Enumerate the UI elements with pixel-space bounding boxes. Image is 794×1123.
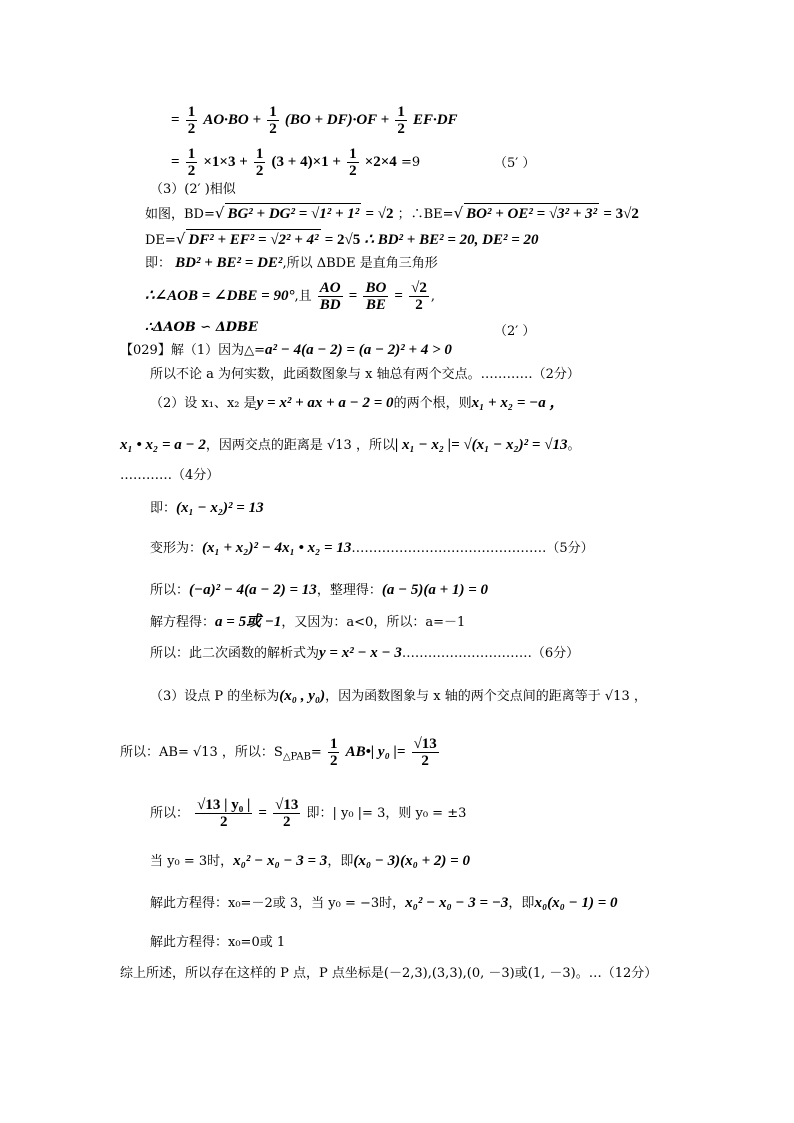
- ab-label: 所以：AB= √13 ，所以：S: [120, 745, 283, 760]
- part3b-line: [150, 686, 647, 707]
- ji2-formula: (x₁ − x₂)² = 13: [176, 500, 264, 516]
- q029-conclusion: 所以不论 a 为何实数，此函数图象与 x 轴总有两个交点。…………（2分）: [150, 367, 580, 382]
- bianxing-dots: ………………………………………（5分）: [351, 541, 594, 556]
- bd-be-line: 如图，BD=√ BG² + DG² = √1² + 1² = √2 ；∴BE=√ BO² + OE² = √3² + 3² = 3√2: [145, 204, 639, 222]
- bd-result: = √2: [365, 206, 394, 222]
- discriminant-formula: a² − 4(a − 2) = (a − 2)² + 4 > 0: [264, 342, 452, 358]
- p3b-head: （3）设点 P 的坐标为: [150, 689, 280, 704]
- fraction-bo-be: $\frac{BO}{BE}$: [365, 280, 387, 313]
- ji-tail: ,所以 ΔBDE 是直角三角形: [282, 256, 438, 271]
- result: =9: [400, 155, 421, 170]
- p2b-mid: ，因两交点的距离是 √13 ，所以: [205, 438, 395, 453]
- suoyi-mid: ，整理得：: [316, 583, 382, 598]
- dang-line: [150, 851, 470, 872]
- area-pab-line: [120, 736, 441, 769]
- part2-line: [150, 393, 564, 414]
- de-radicand: DF² + EF² = √2² + 4²: [186, 229, 320, 250]
- term: EF·DF: [412, 112, 458, 128]
- pythagoras-formula: BD² + BE² = DE²: [175, 255, 283, 271]
- area-equation-2: [171, 146, 420, 179]
- dang-mid: ，即: [327, 854, 354, 869]
- jieci2-formula: x₀=0或 1: [228, 935, 286, 950]
- area-equation-1: [171, 104, 458, 137]
- fraction-sqrt13-2: $\frac{√13}{2}$: [413, 736, 437, 769]
- suoyi3-tail: 即：| y₀ |= 3，则 y₀ = ±3: [306, 806, 467, 821]
- final-conclusion: 综上所述，所以存在这样的 P 点，P 点坐标是(－2,3),(3,3),(0, －3)或(1, －3)。…（12分）: [120, 966, 658, 981]
- fraction-half: $\frac{1}{2}$: [187, 146, 196, 179]
- suoyi-line: [150, 580, 488, 601]
- fraction-half: $\frac{1}{2}$: [187, 104, 196, 137]
- de-result: = 2√5: [324, 232, 361, 248]
- term: (BO + DF)·OF +: [284, 112, 390, 128]
- similar-line: ∴ΔAOB ∽ ΔDBE: [145, 320, 258, 335]
- jieci-formula2: x₀² − x₀ − 3 = −3: [405, 895, 509, 911]
- suoyi-label: 所以：: [150, 583, 190, 598]
- angle-line: ∴∠AOB = ∠DBE = 90°,且 $\frac{AO}{BD}$ = $\frac{BO}{BE}$ = $\frac{√2}{2}$ ,: [145, 280, 435, 313]
- jieci-label: 解此方程得：: [150, 896, 229, 911]
- angle-mid: ,且: [294, 289, 312, 304]
- dang-formula2: (x₀ − 3)(x₀ + 2) = 0: [353, 853, 470, 869]
- be-radicand: BO² + OE² = √3² + 3²: [464, 203, 599, 224]
- dots-4: …………（4分）: [120, 468, 220, 483]
- part3-label: （3）(2′ )相似: [150, 182, 236, 197]
- jieci2-label: 解此方程得：: [150, 935, 229, 950]
- term: ×2×4: [364, 154, 397, 170]
- jiexi-formula: y = x² − x − 3: [319, 645, 402, 661]
- jieci-formula3: x₀(x₀ − 1) = 0: [534, 895, 618, 911]
- bianxing-formula: (x₁ + x₂)² − 4x₁ • x₂ = 13: [202, 540, 352, 556]
- fraction-half: $\frac{1}{2}$: [255, 146, 264, 179]
- jie-label: 解方程得：: [150, 615, 216, 630]
- product-formula: x₁ • x₂ = a − 2: [120, 437, 206, 453]
- ab-sub: △PAB: [282, 751, 311, 763]
- ab-eq: =: [310, 745, 322, 760]
- jieci2-line: [150, 933, 285, 953]
- angle-formula: ∴∠AOB = ∠DBE = 90°: [145, 288, 295, 304]
- term: ×1×3 +: [203, 154, 248, 170]
- term: (3 + 4)×1 +: [271, 154, 341, 170]
- jiexi-label: 所以：此二次函数的解析式为: [150, 646, 320, 661]
- dang-label: 当 y₀ = 3时，: [150, 854, 234, 869]
- p2-mid: 的两个根，则: [393, 396, 472, 411]
- jieci-line: [150, 893, 618, 914]
- ji2-label: 即：: [150, 501, 177, 516]
- equals-sign: =: [171, 112, 180, 128]
- jiexi-dots: …………………………（6分）: [401, 646, 580, 661]
- jie-formula: a = 5或 −1: [215, 614, 282, 630]
- equals-sign: =: [171, 154, 180, 170]
- p2-head: （2）设 x₁、x₂ 是: [150, 396, 257, 411]
- suoyi-formula2: (a − 5)(a + 1) = 0: [381, 582, 488, 598]
- quadratic-formula: y = x² + ax + a − 2 = 0: [256, 395, 394, 411]
- jie-tail: ，又因为：a<0，所以：a=－1: [281, 615, 466, 630]
- suoyi3-line: 所以： $\frac{\text{√13 | y₀ |}}{2}$ = $\frac{√13}{2}$ 即：| y₀ |= 3，则 y₀ = ±3: [150, 797, 467, 830]
- de-tail: ∴ BD² + BE² = 20, DE² = 20: [364, 232, 539, 248]
- term: AO·BO +: [203, 112, 262, 128]
- de-label: DE=: [145, 233, 176, 248]
- fraction-half: $\frac{1}{2}$: [397, 104, 405, 137]
- jieci-formula: x₀=－2或 3，当 y₀ = −3时，: [228, 896, 406, 911]
- fraction-half: $\frac{1}{2}$: [349, 146, 357, 179]
- p2b-end: 。: [567, 438, 581, 453]
- fraction-sqrt2-2: $\frac{√2}{2}$: [411, 280, 427, 313]
- jieci-mid: ，即: [508, 896, 535, 911]
- ji-label: 即：: [145, 256, 172, 271]
- jie-line: [150, 612, 465, 633]
- score-5: （5′ ）: [494, 156, 536, 171]
- fraction-half: $\frac{1}{2}$: [329, 736, 338, 769]
- be-label: ；∴BE=: [397, 207, 454, 222]
- distance-formula: | x₁ − x₂ |= √(x₁ − x₂)² = √13: [394, 437, 568, 453]
- jiexi-line: [150, 643, 579, 664]
- rufig-label: 如图，BD=: [145, 207, 215, 222]
- p3b-tail: ，因为函数图象与 x 轴的两个交点间的距离等于 √13 ，: [325, 689, 647, 704]
- score-2: （2′ ）: [494, 324, 536, 339]
- bd-radicand: BG² + DG² = √1² + 1²: [225, 203, 361, 224]
- q029-head: 【029】解（1）因为△=: [120, 343, 265, 358]
- dang-formula: x₀² − x₀ − 3 = 3: [233, 853, 328, 869]
- ab-formula: AB•| y₀ |=: [345, 744, 406, 760]
- fraction-right: $\frac{√13}{2}$: [275, 797, 299, 830]
- q029-line: [120, 340, 452, 361]
- ji2-line: [150, 498, 264, 519]
- bianxing-line: [150, 538, 594, 559]
- sum-formula: x₁ + x₂ = −a ，: [471, 395, 565, 411]
- fraction-left: $\frac{\text{√13 | y₀ |}}{2}$: [197, 797, 251, 830]
- suoyi3-label: 所以：: [150, 806, 190, 821]
- be-result: = 3√2: [603, 206, 639, 222]
- part2b-line: [120, 435, 580, 456]
- fraction-half: $\frac{1}{2}$: [269, 104, 277, 137]
- bianxing-label: 变形为：: [150, 541, 203, 556]
- de-line: DE=√ DF² + EF² = √2² + 4² = 2√5 ∴ BD² + BE² = 20, DE² = 20: [145, 230, 539, 248]
- right-triangle-line: [145, 253, 438, 274]
- suoyi-formula: (−a)² − 4(a − 2) = 13: [189, 582, 317, 598]
- fraction-ao-bd: $\frac{AO}{BD}$: [319, 280, 341, 313]
- p3b-formula: (x₀ , y₀): [279, 688, 326, 704]
